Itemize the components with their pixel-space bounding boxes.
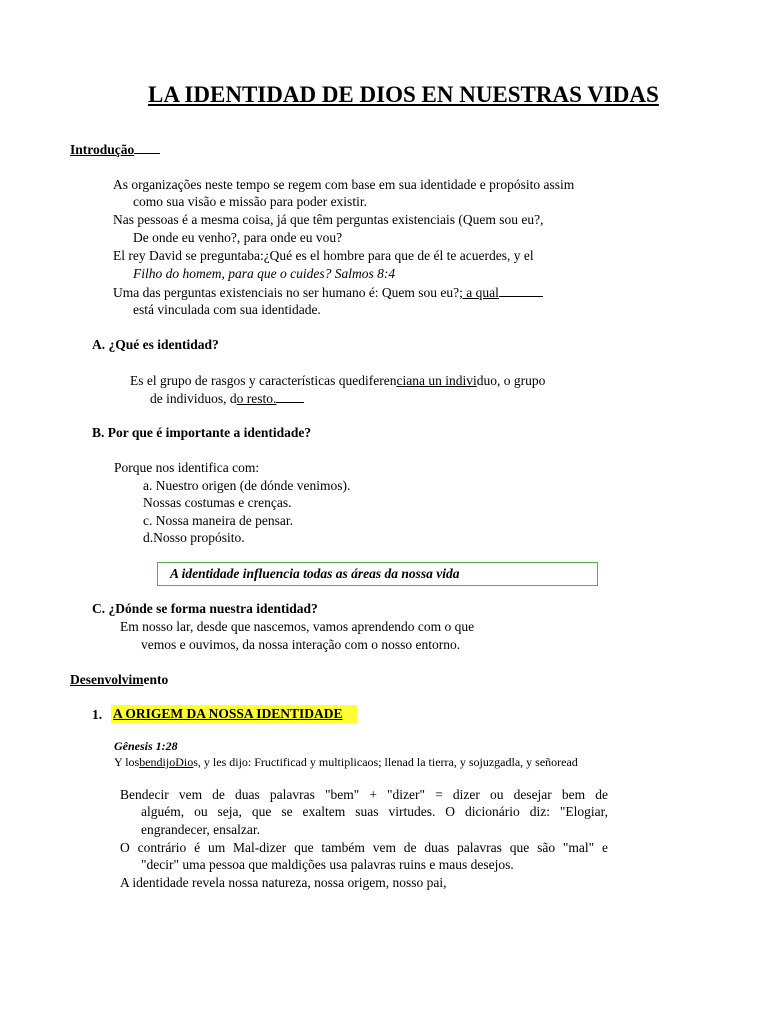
- intro-item-3-line1: El rey David se preguntaba:¿Qué es el hombre para que de él te acuerdes, y el: [113, 248, 534, 263]
- dev-bullet-2-line1: O contrário é um Mal-dizer que também vem de duas palavras que são "mal" e: [120, 840, 608, 855]
- identity-callout-text: A identidade influencia todas as áreas da nossa vida: [170, 566, 460, 581]
- section-a-line1: Es el grupo de rasgos y características quediferenciana un individuo, o grupo: [130, 373, 546, 388]
- development-heading: Desenvolvimento: [70, 672, 169, 687]
- section-b-item-d: d.Nosso propósito.: [143, 530, 245, 545]
- section-a-line2: de individuos, do resto.: [150, 389, 304, 408]
- section-b-heading: B. Por que é importante a identidade?: [92, 425, 312, 440]
- section-c-line1: Em nosso lar, desde que nascemos, vamos aprendendo com o que: [120, 619, 475, 634]
- verse-reference: Gênesis 1:28: [114, 739, 178, 753]
- dev-bullet-1-line2: alguém, ou seja, que se exaltem suas virtudes. O dicionário diz: "Elogiar,: [141, 804, 608, 819]
- dev-bullet-1-line1: Bendecir vem de duas palavras "bem" + "dizer" = dizer ou desejar bem de: [120, 787, 608, 802]
- section-b-item-c: c. Nossa maneira de pensar.: [143, 513, 293, 528]
- section-b-intro: Porque nos identifica com:: [114, 460, 260, 475]
- section-c-heading: C. ¿Dónde se forma nuestra identidad?: [92, 601, 318, 616]
- verse-text: Y losbendijoDios, y les dijo: Fructificad y multiplicaos; llenad la tierra, y sojuzgadla, y señoread: [114, 755, 578, 769]
- point-1-number: 1.: [92, 707, 103, 722]
- intro-item-1-line1: As organizações neste tempo se regem com base em sua identidade e propósito assim: [113, 177, 575, 192]
- dev-bullet-1-line3: engrandecer, ensalzar.: [141, 822, 261, 837]
- page-title: LA IDENTIDAD DE DIOS EN NUESTRAS VIDAS: [148, 82, 659, 107]
- intro-item-1-line2: como sua visão e missão para poder existir.: [133, 194, 367, 209]
- point-1-heading: A ORIGEM DA NOSSA IDENTIDADE: [111, 705, 357, 723]
- intro-item-2-line1: Nas pessoas é a mesma coisa, já que têm perguntas existenciais (Quem sou eu?,: [113, 212, 544, 227]
- dev-bullet-2-line2: "decir" uma pessoa que maldições usa palavras ruins e maus desejos.: [141, 857, 514, 872]
- section-a-heading: A. ¿Qué es identidad?: [92, 337, 219, 352]
- intro-item-4-line2: está vinculada com sua identidade.: [133, 302, 321, 317]
- section-b-item-b: Nossas costumas e crenças.: [143, 495, 292, 510]
- intro-item-3-line2: Filho do homem, para que o cuides? Salmos 8:4: [133, 266, 396, 281]
- intro-item-2-line2: De onde eu venho?, para onde eu vou?: [133, 230, 343, 245]
- intro-item-4-line1: Uma das perguntas existenciais no ser humano é: Quem sou eu?; a qual: [113, 283, 543, 302]
- dev-bullet-3: A identidade revela nossa natureza, nossa origem, nosso pai,: [120, 875, 447, 890]
- intro-heading-text: Introdução: [70, 142, 135, 157]
- section-c-line2: vemos e ouvimos, da nossa interação com o nosso entorno.: [141, 637, 461, 652]
- intro-heading: [70, 140, 160, 159]
- section-b-item-a: a. Nuestro origen (de dónde venimos).: [143, 478, 351, 493]
